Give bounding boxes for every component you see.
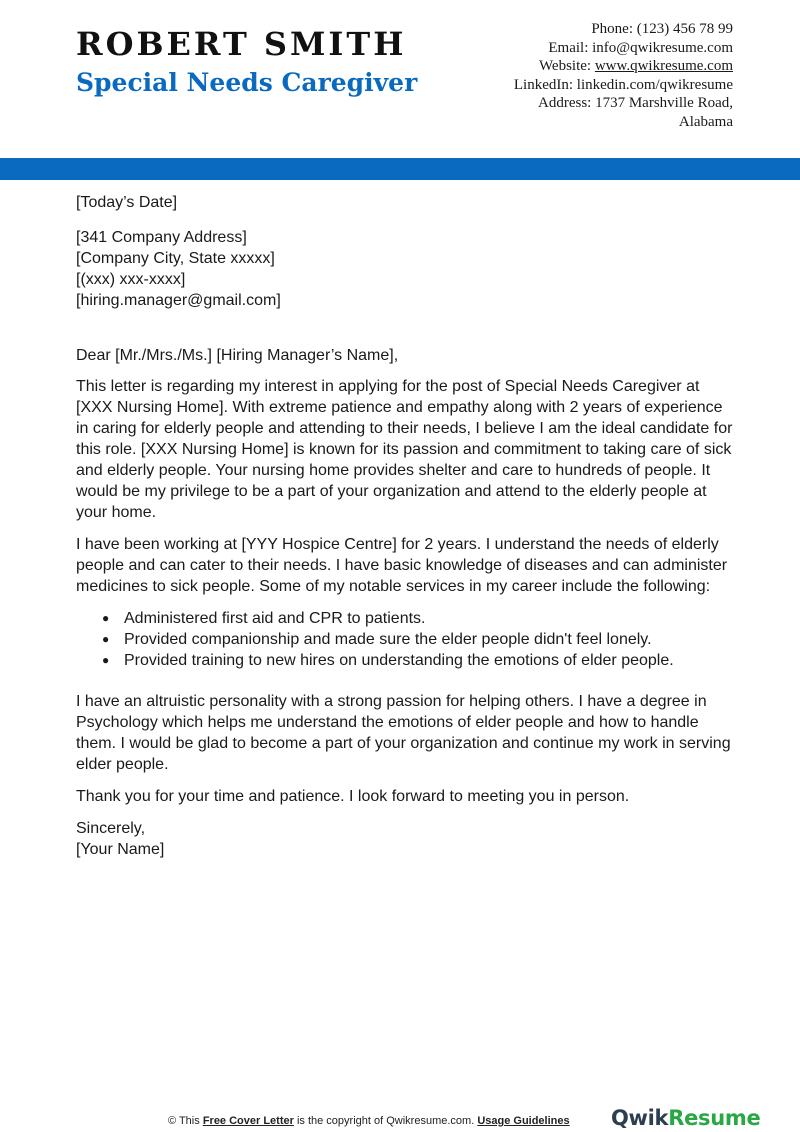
- free-cover-letter-link[interactable]: Free Cover Letter: [202, 1115, 294, 1127]
- website-link[interactable]: www.qwikresume.com: [594, 58, 733, 74]
- signature-name: [Your Name]: [76, 841, 165, 858]
- applicant-name: ROBERT SMITH: [76, 25, 407, 63]
- services-list: [76, 608, 736, 671]
- logo-qwik: Qwik: [611, 1106, 669, 1130]
- accent-bar: [0, 158, 800, 180]
- recipient-street: [341 Company Address]: [76, 229, 247, 246]
- paragraph-intro: This letter is regarding my interest in applying for the post of Special Needs Caregiver at [XXX Nursing Home]. With extreme patience and empathy along with 2 years of experience in caring for elderly people and attending to their needs, I believe I am the ideal candidate for this role. [XXX Nursing Home] is known for its passion and commitment to taking care of sick and elderly people. Your nursing home provides shelter and care to hundreds of people. It would be my privilege to be a part of your organization and attend to the elderly people at your home.: [76, 378, 733, 521]
- list-item: ● Provided companionship and made sure the elder people didn't feel lonely.: [76, 629, 736, 650]
- contact-linkedin: LinkedIn: linkedin.com/qwikresume: [513, 76, 733, 93]
- contact-website: [443, 57, 733, 76]
- page-footer: [0, 1106, 800, 1132]
- recipient-phone: [(xxx) xxx-xxxx]: [76, 271, 186, 288]
- contact-phone: Phone: (123) 456 78 99: [591, 21, 733, 37]
- list-item: ● Provided training to new hires on understanding the emotions of elder people.: [76, 650, 736, 671]
- recipient-city: [Company City, State xxxxx]: [76, 250, 275, 267]
- recipient-address: [76, 227, 736, 311]
- letter-body: [76, 192, 736, 860]
- job-title: Special Needs Caregiver: [76, 68, 418, 97]
- contact-address-line1: Address: 1737 Marshville Road,: [538, 95, 733, 111]
- contact-email: Email: info@qwikresume.com: [548, 39, 733, 56]
- contact-address-line2: Alabama: [678, 113, 733, 130]
- letter-date: [Today’s Date]: [76, 194, 178, 211]
- contact-website-label: Website:: [538, 58, 595, 74]
- copyright-prefix: © This: [168, 1115, 203, 1127]
- closing: Sincerely,: [76, 820, 146, 837]
- salutation: Dear [Mr./Mrs./Ms.] [Hiring Manager’s Name],: [76, 347, 399, 364]
- paragraph-experience: I have been working at [YYY Hospice Centre] for 2 years. I understand the needs of elderly people and can cater to their needs. I have basic knowledge of diseases and can administer medicines to sick people. Some of my notable services in my career include the following:: [76, 536, 728, 595]
- recipient-email: [hiring.manager@gmail.com]: [76, 292, 281, 309]
- copyright-middle: is the copyright of Qwikresume.com.: [293, 1115, 478, 1127]
- logo-resume: Resume: [668, 1106, 761, 1130]
- copyright-notice: [168, 1115, 570, 1127]
- letter-header: [0, 0, 800, 158]
- list-item: ● Administered first aid and CPR to patients.: [76, 608, 736, 629]
- paragraph-thanks: Thank you for your time and patience. I look forward to meeting you in person.: [76, 788, 630, 805]
- qwikresume-logo: [611, 1106, 760, 1130]
- paragraph-personality: I have an altruistic personality with a strong passion for helping others. I have a degree in Psychology which helps me understand the emotions of elder people and how to handle them. I would be glad to become a part of your organization and continue my work in serving elder people.: [76, 693, 731, 773]
- usage-guidelines-link[interactable]: Usage Guidelines: [477, 1115, 570, 1127]
- contact-block: [443, 20, 733, 131]
